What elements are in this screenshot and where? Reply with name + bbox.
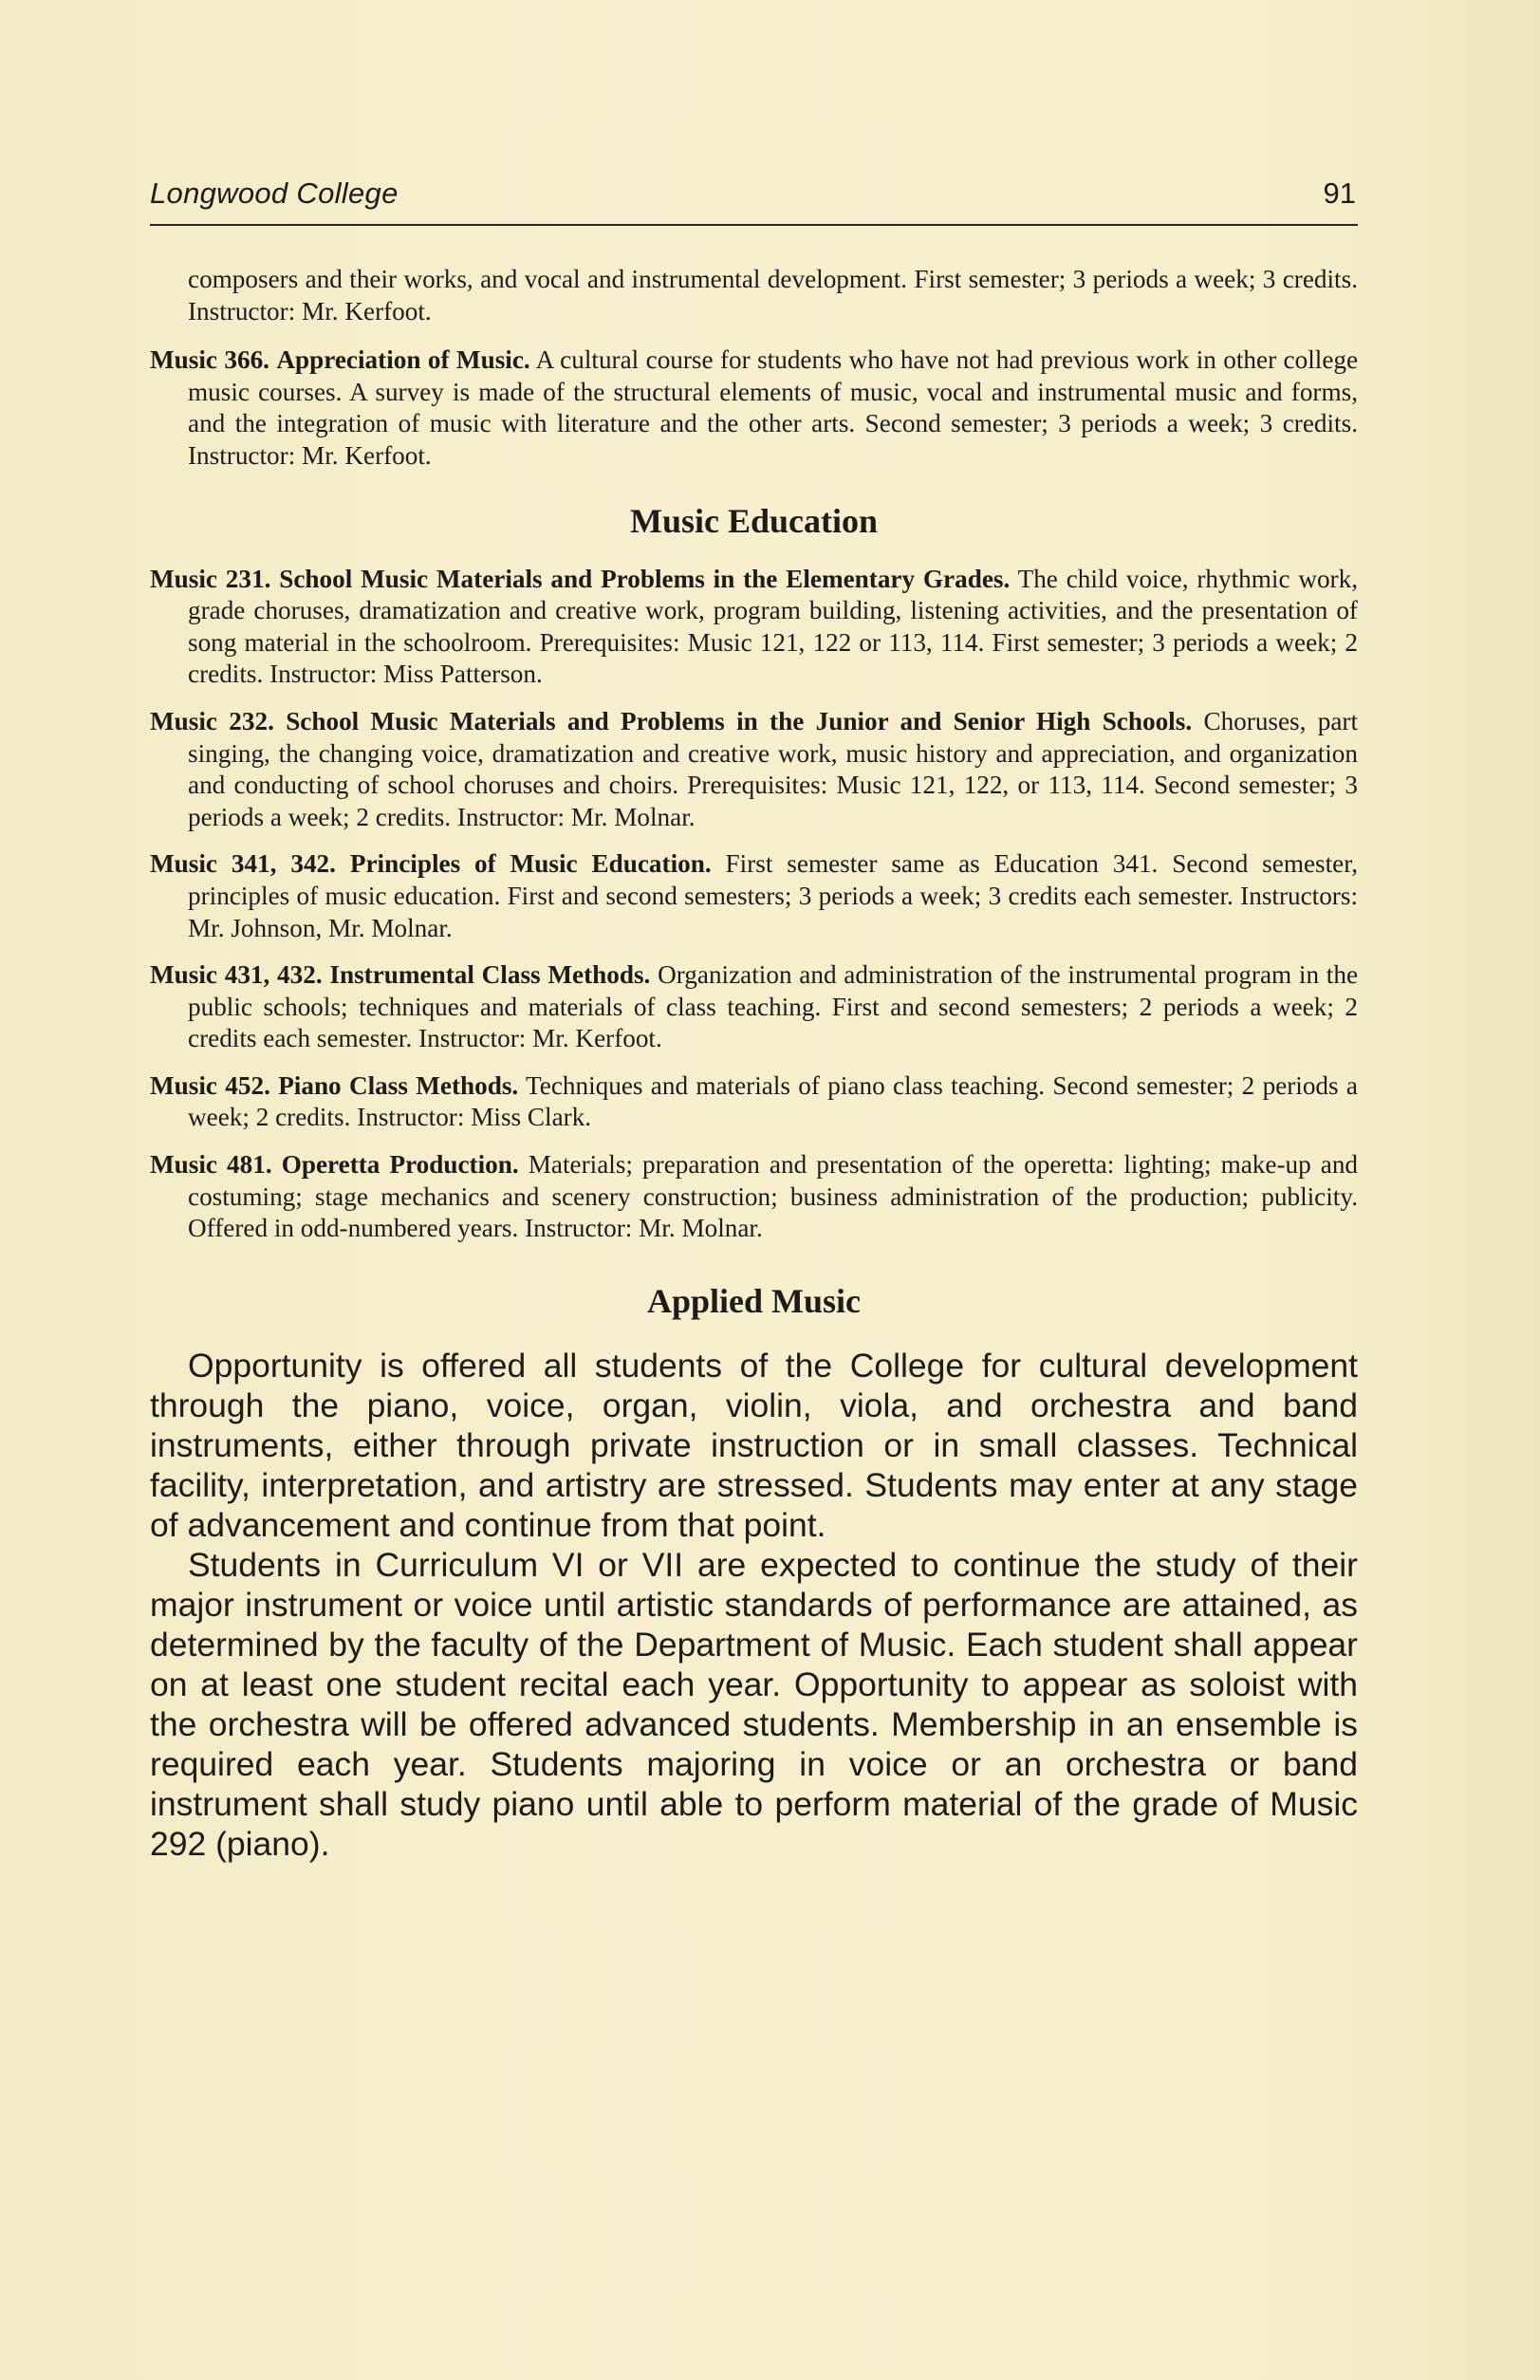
- course-title: Piano Class Methods.: [278, 1070, 519, 1100]
- course-music-231: [150, 564, 1358, 691]
- page-body: [150, 264, 1358, 1864]
- course-title: School Music Materials and Problems in the Elementary Grades.: [279, 564, 1011, 593]
- course-description: A cultural course for students who have not had previous work in other college music courses. A survey is made of the structural elements of music, vocal and instrumental music and forms, and the integration of music with literature and the other arts. Second semester; 3 periods a week; 3 credits. Instructor: Mr. Kerfoot.: [188, 345, 1359, 470]
- course-code: Music 231.: [150, 564, 271, 593]
- course-description: Organization and administration of the instrumental program in the public schools; techniques and materials of class teaching. First and second semesters; 2 periods a week; 2 credits each semester. Instructor: Mr. Kerfoot.: [188, 960, 1359, 1053]
- course-description: The child voice, rhythmic work, grade choruses, dramatization and creative work, program building, listening activities, and the presentation of song material in the schoolroom. Prerequisites: Music 121, 122 or 113, 114. First semester; 3 periods a week; 2 credits. Instructor: Miss Patterson.: [188, 564, 1359, 689]
- course-title: Operetta Production.: [281, 1150, 519, 1180]
- applied-music-paragraph: Students in Curriculum VI or VII are expected to continue the study of their major instrument or voice until artistic standards of performance are attained, as determined by the faculty of the Department of Music. Each student shall appear on at least one student recital each year. Opportunity to appear as soloist with the orchestra will be offered advanced students. Membership in an ensemble is required each year. Students majoring in voice or an orchestra or band instrument shall study piano until able to perform material of the grade of Music 292 (piano).: [150, 1545, 1358, 1863]
- course-music-366: [150, 344, 1358, 472]
- course-title: Principles of Music Education.: [349, 849, 712, 879]
- course-code: Music 232.: [150, 706, 274, 735]
- course-descriptions: [150, 264, 1358, 1245]
- running-title: Longwood College: [150, 177, 399, 210]
- applied-music-text: [150, 1346, 1358, 1864]
- course-code: Music 366.: [150, 345, 269, 375]
- applied-music-paragraph: Opportunity is offered all students of the College for cultural development through the piano, voice, organ, violin, viola, and orchestra and band instruments, either through private instruction or in small classes. Technical facility, interpretation, and artistry are stressed. Students may enter at any stage of advancement and continue from that point.: [150, 1346, 1358, 1544]
- course-code: Music 341, 342.: [150, 849, 336, 879]
- course-title: Instrumental Class Methods.: [329, 960, 651, 990]
- course-description: First semester same as Education 341. Second semester, principles of music education. First and second semesters; 3 periods a week; 3 credits each semester. Instructors: Mr. Johnson, Mr. Molnar.: [188, 849, 1359, 942]
- section-heading-music-education: Music Education: [629, 501, 879, 540]
- course-code: Music 481.: [150, 1150, 272, 1180]
- course-description: Techniques and materials of piano class teaching. Second semester; 2 periods a week; 2 credits. Instructor: Miss Clark.: [188, 1070, 1358, 1132]
- course-music-232: [150, 706, 1358, 833]
- course-music-341-342: [150, 848, 1358, 944]
- course-code: Music 452.: [150, 1070, 270, 1100]
- page-number: 91: [1323, 177, 1356, 210]
- course-music-431-432: [150, 959, 1358, 1055]
- course-description: Materials; preparation and presentation of the operetta: lighting; make-up and costuming; stage mechanics and scenery construction; business administration of the production; publicity. Offered in odd-numbered years. Instructor: Mr. Molnar.: [188, 1150, 1359, 1243]
- course-code: Music 431, 432.: [150, 960, 323, 990]
- course-title: School Music Materials and Problems in the Junior and Senior High Schools.: [286, 706, 1193, 735]
- course-title: Appreciation of Music.: [276, 345, 530, 375]
- course-description: Choruses, part singing, the changing voice, dramatization and creative work, music history and appreciation, and organization and conducting of school choruses and choirs. Prerequisites: Music 121, 122, or 113, 114. Second semester; 3 periods a week; 2 credits. Instructor: Mr. Molnar.: [188, 706, 1359, 831]
- course-music-481: [150, 1149, 1358, 1245]
- running-header: [150, 171, 1358, 226]
- continued-course-text: composers and their works, and vocal and instrumental development. First semester; 3 periods a week; 3 credits. Instructor: Mr. Kerfoot.: [188, 265, 1358, 325]
- section-heading-applied-music: Applied Music: [646, 1281, 862, 1320]
- course-music-452: [150, 1070, 1358, 1134]
